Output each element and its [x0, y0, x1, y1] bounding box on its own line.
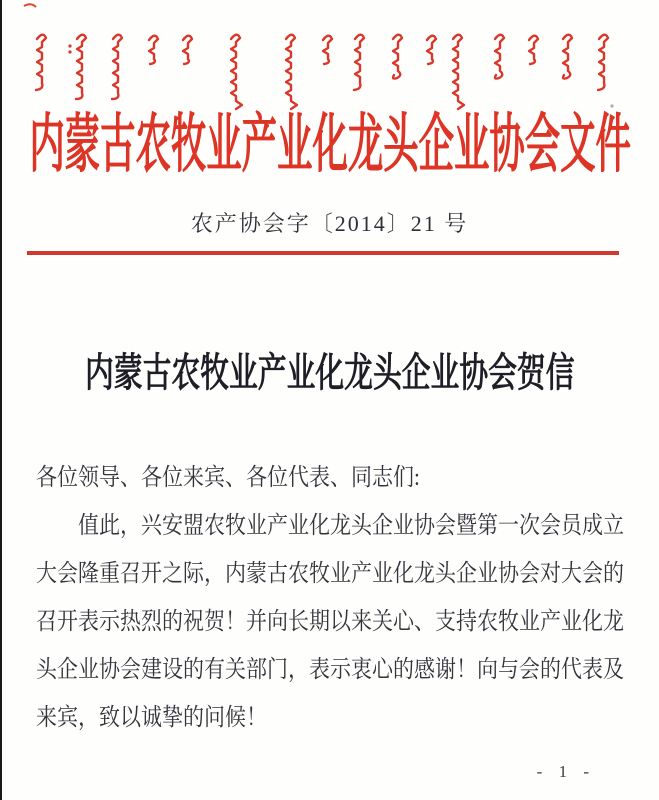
greeting-line: 各位领导、各位来宾、各位代表、同志们: — [36, 465, 420, 491]
org-title-banner — [0, 100, 659, 185]
paragraph-line: 大会隆重召开之际，内蒙古农牧业产业化龙头企业协会对大会的 — [36, 561, 624, 587]
letter-title-row — [0, 342, 659, 396]
doc-number: 农产协会字〔2014〕21 号 — [190, 211, 469, 236]
scan-speck — [24, 4, 36, 7]
red-divider-line — [27, 251, 619, 255]
page-number: - 1 - — [536, 762, 595, 781]
letter-title: 内蒙古农牧业产业化龙头企业协会贺信 — [85, 350, 575, 396]
paragraph-line: 来宾，致以诚挚的问候！ — [36, 705, 267, 731]
org-title: 内蒙古农牧业产业化龙头企业协会文件 — [29, 110, 631, 181]
paragraph-line: 召开表示热烈的祝贺！并向长期以来关心、支持农牧业产业化龙 — [36, 609, 624, 635]
paragraph-line: 头企业协会建设的有关部门，表示衷心的感谢！向与会的代表及 — [36, 657, 624, 683]
paragraph-line: 值此，兴安盟农牧业产业化龙头企业协会暨第一次会员成立 — [78, 513, 624, 539]
letter-body — [36, 454, 640, 742]
